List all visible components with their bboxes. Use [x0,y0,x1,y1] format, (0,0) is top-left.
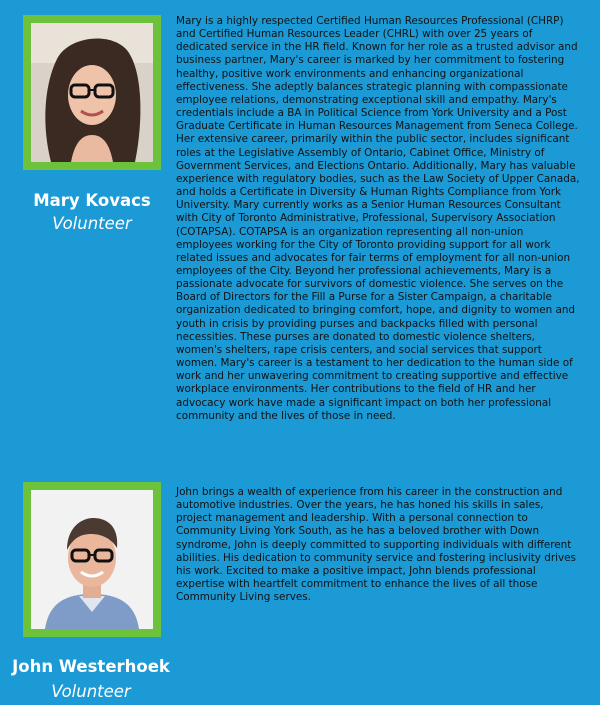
john-portrait-image [31,490,153,629]
mary-bio: Mary is a highly respected Certified Human Resources Professional (CHRP) and Certified Human Resources Leader (CHRL) with over 25 years of dedicated service in the HR field. Known for her role as a trusted advisor and business partner, Mary's career is marked by her commitment to fostering healthy, positive work environments and enhancing organizational effectiveness. She adeptly balances strategic planning with compassionate employee relations, demonstrating exceptional skill and empathy. Mary's credentials include a BA in Political Science from York University and a Post Graduate Certificate in Human Resources Management from Seneca College. Her extensive career, primarily within the public sector, includes significant roles at the Legislative Assembly of Ontario, Cabinet Office, Ministry of Government Services, and Elections Ontario. Additionally, Mary has valuable experience with regulatory bodies, such as the Law Society of Upper Canada, and holds a Certificate in Diversity & Human Rights Compliance from York University. Mary currently works as a Senior Human Resources Consultant with City of Toronto Administrative, Professional, Supervisory Association (COTAPSA). COTAPSA is an organization representing all non-union employees working for the City of Toronto providing support for all work related issues and advocates for fair terms of employment for all non-union employees of the City. Beyond her professional achievements, Mary is a passionate advocate for survivors of domestic violence. She serves on the Board of Directors for the Fill a Purse for a Sister Campaign, a charitable organization dedicated to bringing comfort, hope, and dignity to women and youth in crisis by providing purses and backpacks filled with personal necessities. These purses are donated to domestic violence shelters, women's shelters, rape crisis centers, and social services that support women. Mary's career is a testament to her dedication to the human side of work and her unwavering commitment to creating supportive and effective workplace environments. Her contributions to the field of HR and her advocacy work have made a significant impact on both her professional community and the lives of those in need. [176,15,580,422]
mary-photo [23,15,161,170]
mary-role: Volunteer [52,214,132,233]
mary-name: Mary Kovacs [33,191,151,210]
john-role: Volunteer [51,682,131,701]
john-photo [23,482,161,637]
mary-portrait-image [31,23,153,162]
john-name: John Westerhoek [12,657,170,676]
john-bio: John brings a wealth of experience from his career in the construction and automotive industries. Over the years, he has honed his skills in sales, project management and leadership. With a personal connection to Community Living York South, as he has a beloved brother with Down syndrome, John is deeply committed to supporting individuals with different abilities. His dedication to community service and fostering inclusivity drives his work. Excited to make a positive impact, John blends professional expertise with heartfelt commitment to enhance the lives of all those Community Living serves. [176,486,576,604]
